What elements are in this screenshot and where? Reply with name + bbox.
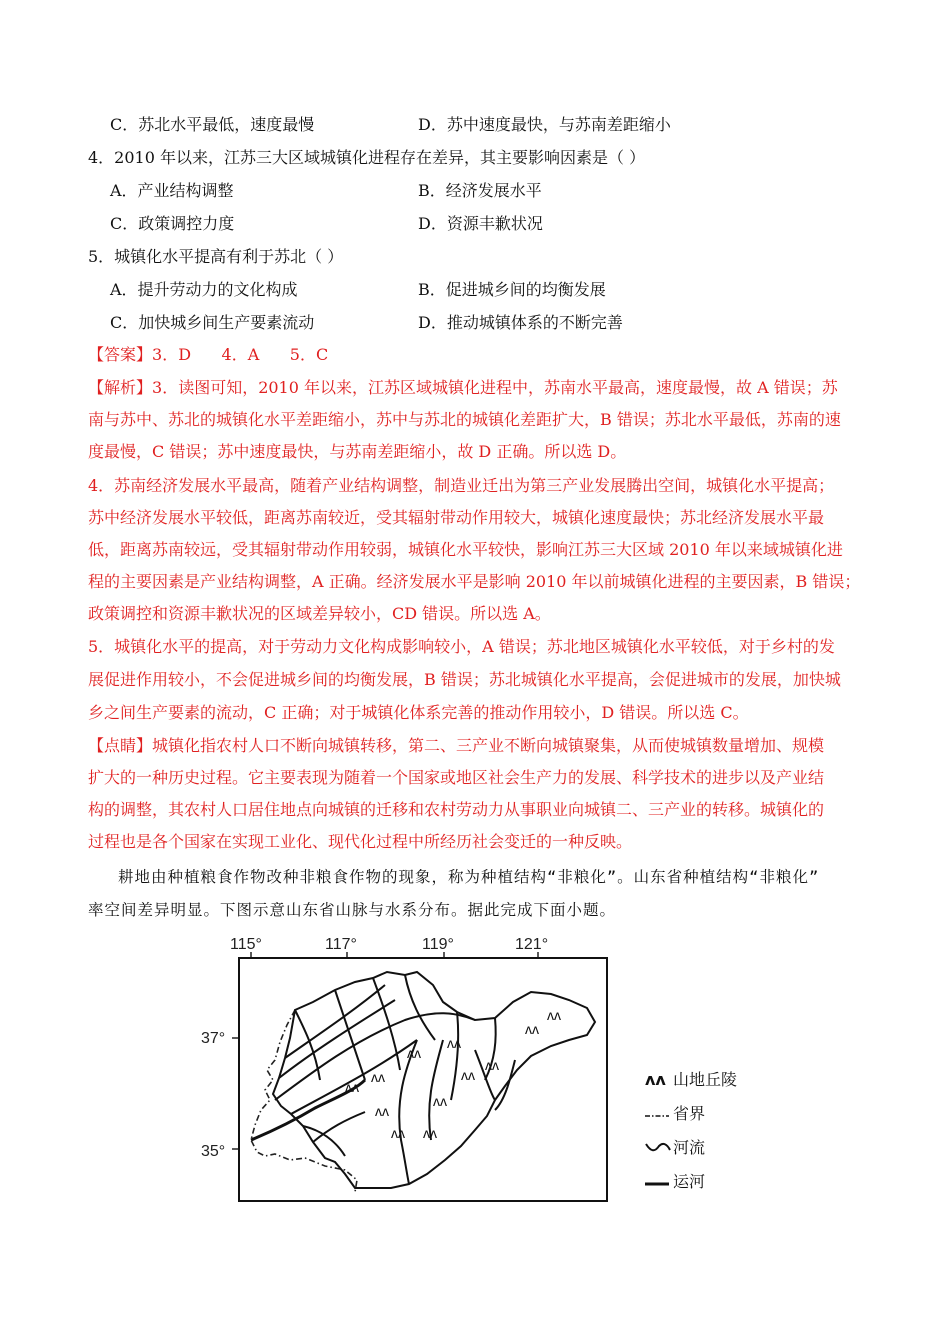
svg-text:ᴧᴧ: ᴧᴧ [447, 1035, 461, 1051]
shandong-map [195, 930, 738, 1210]
q4-option-a: A．产业结构调整 [110, 181, 234, 200]
answer-text: 3．D 4．A 5．C [152, 345, 329, 364]
q3-option-d: D．苏中速度最快，与苏南差距缩小 [418, 115, 671, 134]
analysis-line-11: 乡之间生产要素的流动，C 正确；对于城镇化体系完善的推动作用较小，D 错误。所以选 C。 [88, 703, 749, 722]
comment-line-2: 扩大的一种历史过程。它主要表现为随着一个国家或地区社会生产力的发展、科学技术的进步以及产业结 [88, 768, 825, 787]
legend-river [645, 1138, 705, 1159]
q4-stem: 4．2010 年以来，江苏三大区域城镇化进程存在差异，其主要影响因素是（ ） [88, 148, 646, 167]
svg-text:ᴧᴧ: ᴧᴧ [547, 1007, 561, 1023]
lat-label-35: 35° [201, 1143, 226, 1160]
q3-option-c: C．苏北水平最低，速度最慢 [110, 115, 315, 134]
analysis-line-2: 南与苏中、苏北的城镇化水平差距缩小，苏中与苏北的城镇化差距扩大，B 错误；苏北水平最低，苏南的速 [88, 410, 841, 429]
q5-option-a: A．提升劳动力的文化构成 [110, 280, 298, 299]
analysis-line-5: 苏中经济发展水平较低，距离苏南较近，受其辐射带动作用较大，城镇化速度最快；苏北经济发展水平最 [88, 508, 825, 527]
q4-option-b: B．经济发展水平 [418, 181, 542, 200]
svg-text:ᴧᴧ: ᴧᴧ [371, 1069, 385, 1085]
q4-option-c: C．政策调控力度 [110, 214, 235, 233]
lon-label-121: 121° [515, 936, 549, 953]
q4-option-d: D．资源丰歉状况 [418, 214, 543, 233]
q5-stem: 5．城镇化水平提高有利于苏北（ ） [88, 247, 344, 266]
intro-line-2: 率空间差异明显。下图示意山东省山脉与水系分布。据此完成下面小题。 [88, 901, 617, 919]
answer-tag: 【答案】 [88, 345, 153, 364]
svg-text:ᴧᴧ: ᴧᴧ [525, 1021, 539, 1037]
svg-text:ᴧᴧ: ᴧᴧ [391, 1125, 405, 1141]
river-icon [645, 1139, 673, 1159]
q5-option-d: D．推动城镇体系的不断完善 [418, 313, 623, 332]
svg-text:ᴧᴧ: ᴧᴧ [345, 1079, 359, 1095]
canal-icon [645, 1173, 673, 1193]
legend-canal-label: 运河 [673, 1172, 706, 1191]
intro-line-1: 耕地由种植粮食作物改种非粮食作物的现象，称为种植结构“非粮化”。山东省种植结构“非粮化” [118, 868, 820, 886]
analysis-line-1 [88, 378, 838, 398]
analysis-line-7: 程的主要因素是产业结构调整，A 正确。经济发展水平是影响 2010 年以前城镇化进程的主要因素，B 错误； [88, 572, 861, 591]
svg-text:ᴧᴧ: ᴧᴧ [407, 1045, 421, 1061]
province-border [251, 1010, 357, 1192]
comment-line-4: 过程也是各个国家在实现工业化、现代化过程中所经历社会变迁的一种反映。 [88, 832, 633, 851]
mountain-icon: ᴧᴧ [645, 1070, 666, 1089]
border-line-icon [645, 1105, 673, 1125]
lon-label-119: 119° [422, 936, 454, 953]
analysis-line-6: 低，距离苏南较远，受其辐射带动作用较弱，城镇化水平较快，影响江苏三大区域 2010 年以来域城镇化进 [88, 540, 843, 559]
lon-label-115: 115° [230, 936, 262, 953]
svg-text:ᴧᴧ: ᴧᴧ [461, 1067, 475, 1083]
q5-option-b: B．促进城乡间的均衡发展 [418, 280, 606, 299]
rivers [275, 975, 515, 1184]
mountain-symbols [345, 1007, 561, 1141]
analysis-line-4: 4．苏南经济发展水平最高，随着产业结构调整，制造业迁出为第三产业发展腾出空间，城镇化水平提高； [88, 476, 835, 495]
analysis-tag: 【解析】 [88, 378, 153, 397]
legend-border-label: 省界 [673, 1104, 706, 1123]
comment-line-3: 构的调整，其农村人口居住地点向城镇的迁移和农村劳动力从事职业向城镇二、三产业的转移。城镇化的 [88, 800, 825, 819]
legend-mountain-label: 山地丘陵 [673, 1070, 738, 1089]
legend-river-label: 河流 [673, 1138, 706, 1157]
svg-text:ᴧᴧ: ᴧᴧ [423, 1125, 437, 1141]
lat-label-37: 37° [201, 1030, 226, 1047]
shandong-outline [273, 972, 595, 1188]
analysis-text: 3．读图可知，2010 年以来，江苏区域城镇化进程中，苏南水平最高，速度最慢，故 A 错误；苏 [152, 378, 838, 397]
comment-tag: 【点睛】 [88, 736, 153, 755]
legend-mountain [645, 1070, 737, 1090]
svg-text:ᴧᴧ: ᴧᴧ [485, 1057, 499, 1073]
comment-line-1 [88, 736, 824, 756]
answer-line [88, 345, 328, 365]
analysis-line-10: 展促进作用较小，不会促进城乡间的均衡发展，B 错误；苏北城镇化水平提高，会促进城市的发展，加快城 [88, 670, 841, 689]
lon-label-117: 117° [325, 936, 357, 953]
comment-text: 城镇化指农村人口不断向城镇转移，第二、三产业不断向城镇聚集，从而使城镇数量增加、规模 [152, 736, 825, 755]
legend-border [645, 1104, 705, 1125]
analysis-line-3: 度最慢，C 错误；苏中速度最快，与苏南差距缩小，故 D 正确。所以选 D。 [88, 442, 627, 461]
legend-canal [645, 1172, 705, 1193]
svg-text:ᴧᴧ: ᴧᴧ [433, 1093, 447, 1109]
analysis-line-8: 政策调控和资源丰歉状况的区域差异较小，CD 错误。所以选 A。 [88, 604, 551, 623]
analysis-line-9: 5．城镇化水平的提高，对于劳动力文化构成影响较小，A 错误；苏北地区城镇化水平较低，对于乡村的发 [88, 637, 835, 656]
q5-option-c: C．加快城乡间生产要素流动 [110, 313, 315, 332]
svg-text:ᴧᴧ: ᴧᴧ [375, 1103, 389, 1119]
